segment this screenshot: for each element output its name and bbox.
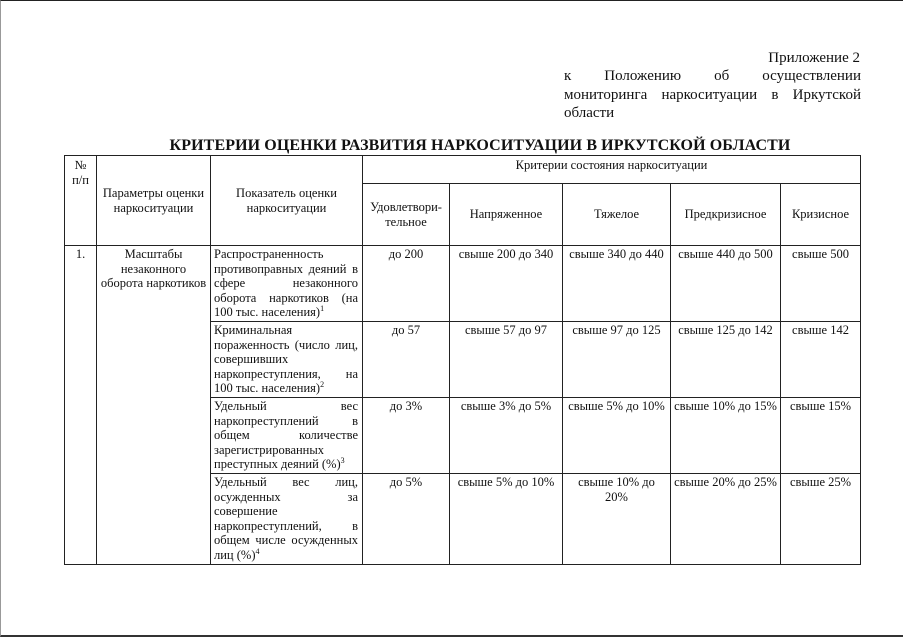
- document-title: КРИТЕРИИ ОЦЕНКИ РАЗВИТИЯ НАРКОСИТУАЦИИ В ИРКУТСКОЙ ОБЛАСТИ: [169, 137, 791, 154]
- footnote-mark: 2: [320, 379, 325, 389]
- header-criteria-group: Критерии состояния наркоситуации: [363, 156, 861, 184]
- value-cell: до 3%: [363, 398, 450, 474]
- value-cell: свыше 440 до 500: [671, 246, 781, 322]
- annex-line: к Положению об осуществлении: [564, 68, 861, 84]
- row-param: Масштабы незаконного оборота наркотиков: [97, 246, 211, 565]
- annex-reference: [564, 67, 861, 123]
- header-level: Предкризисное: [671, 184, 781, 246]
- header-level: Тяжелое: [563, 184, 671, 246]
- header-level: Кризисное: [781, 184, 861, 246]
- value-cell: свыше 5% до 10%: [450, 474, 563, 565]
- value-cell: свыше 15%: [781, 398, 861, 474]
- indicator-cell: [211, 322, 363, 398]
- value-cell: свыше 20% до 25%: [671, 474, 781, 565]
- value-cell: до 57: [363, 322, 450, 398]
- header-num: № п/п: [65, 156, 97, 246]
- value-cell: свыше 5% до 10%: [563, 398, 671, 474]
- row-num: 1.: [65, 246, 97, 565]
- header-level: Напряженное: [450, 184, 563, 246]
- footnote-mark: 1: [320, 303, 325, 313]
- value-cell: свыше 25%: [781, 474, 861, 565]
- value-cell: до 200: [363, 246, 450, 322]
- criteria-table: [64, 155, 861, 565]
- annex-line: области: [564, 105, 615, 121]
- indicator-cell: [211, 246, 363, 322]
- footnote-mark: 4: [255, 546, 260, 556]
- indicator-text: Удельный вес наркопреступлений в общем количестве зарегистрированных преступных деяний (%): [214, 399, 358, 471]
- value-cell: свыше 10% до 20%: [563, 474, 671, 565]
- value-cell: свыше 97 до 125: [563, 322, 671, 398]
- annex-title: Приложение 2: [768, 50, 860, 66]
- header-params: Параметры оценки наркоситуации: [97, 156, 211, 246]
- table-row: [65, 246, 861, 322]
- value-cell: свыше 3% до 5%: [450, 398, 563, 474]
- value-cell: свыше 340 до 440: [563, 246, 671, 322]
- value-cell: свыше 200 до 340: [450, 246, 563, 322]
- indicator-cell: [211, 474, 363, 565]
- value-cell: свыше 500: [781, 246, 861, 322]
- indicator-text: Распространенность противоправных деяний в сфере незаконного оборота наркотиков (на 100 тыс. населения): [214, 247, 358, 319]
- value-cell: свыше 57 до 97: [450, 322, 563, 398]
- annex-line: мониторинга наркоситуации в Иркутской: [564, 86, 861, 103]
- footnote-mark: 3: [340, 455, 345, 465]
- indicator-cell: [211, 398, 363, 474]
- indicator-text: Удельный вес лиц, осужденных за совершение наркопреступлений, в общем числе осужденных лиц (%): [214, 475, 358, 562]
- value-cell: свыше 10% до 15%: [671, 398, 781, 474]
- header-level: Удовлетвори-тельное: [363, 184, 450, 246]
- value-cell: свыше 142: [781, 322, 861, 398]
- value-cell: свыше 125 до 142: [671, 322, 781, 398]
- value-cell: до 5%: [363, 474, 450, 565]
- indicator-text: Криминальная пораженность (число лиц, совершивших наркопреступления, на 100 тыс. населения): [214, 323, 358, 395]
- header-indicator: Показатель оценки наркоситуации: [211, 156, 363, 246]
